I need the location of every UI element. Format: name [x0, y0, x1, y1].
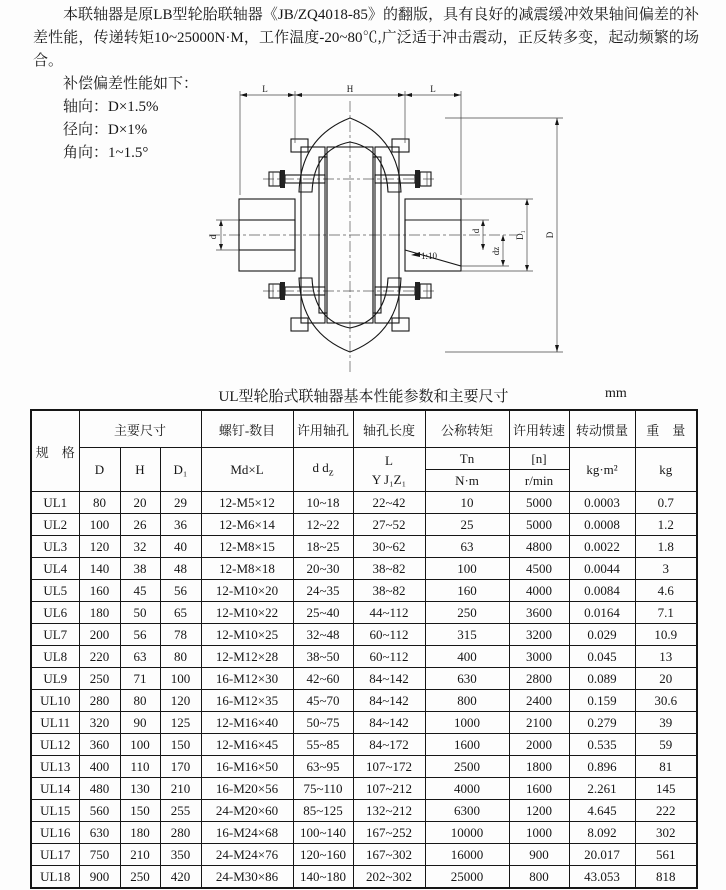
table-row [31, 558, 697, 580]
cell: 120 [79, 536, 120, 558]
subheader-kg: kg [635, 448, 697, 492]
cell: 20.017 [569, 844, 635, 866]
cell: UL12 [31, 734, 79, 756]
compensation-heading: 补偿偏差性能如下： [63, 76, 199, 92]
taper-label: 1:10 [421, 251, 438, 261]
cell: 84~142 [353, 712, 425, 734]
cell: UL15 [31, 800, 79, 822]
cell: 900 [509, 844, 569, 866]
col-header-torque: 公称转矩 [425, 410, 509, 448]
cell: 4000 [509, 580, 569, 602]
cell: 1.2 [635, 514, 697, 536]
cell: 38~50 [293, 646, 353, 668]
cell: 12-M8×18 [201, 558, 293, 580]
cell: 220 [79, 646, 120, 668]
table-title: UL型轮胎式联轴器基本性能参数和主要尺寸 [218, 389, 509, 405]
cell: 800 [509, 866, 569, 889]
cell: 400 [425, 646, 509, 668]
table-row [31, 646, 697, 668]
col-header-bore: 许用轴孔 [293, 410, 353, 448]
cell: 36 [160, 514, 201, 536]
col-header-length: 轴孔长度 [353, 410, 425, 448]
cell: 10~18 [293, 492, 353, 514]
cell: 250 [79, 668, 120, 690]
cell: 80 [160, 646, 201, 668]
cell: 0.0003 [569, 492, 635, 514]
cell: 160 [79, 580, 120, 602]
cell: 125 [160, 712, 201, 734]
cell: 16-M20×56 [201, 778, 293, 800]
cell: 7.1 [635, 602, 697, 624]
cell: 180 [79, 602, 120, 624]
cell: 12~22 [293, 514, 353, 536]
table-row [31, 712, 697, 734]
cell: 107~172 [353, 756, 425, 778]
cell: 150 [120, 800, 160, 822]
cell: 50 [120, 602, 160, 624]
cell: 4800 [509, 536, 569, 558]
radial-line: 径向：D×1% [63, 122, 148, 138]
cell: 42~60 [293, 668, 353, 690]
cell: 2000 [509, 734, 569, 756]
cell: 45 [120, 580, 160, 602]
cell: 10.9 [635, 624, 697, 646]
cell: 132~212 [353, 800, 425, 822]
left-shaft-bore [239, 220, 295, 250]
cell: 280 [160, 822, 201, 844]
cell: 1800 [509, 756, 569, 778]
cell: 43.053 [569, 866, 635, 889]
cell: 140 [79, 558, 120, 580]
dim-label-d-right: d [471, 228, 481, 234]
cell: 210 [160, 778, 201, 800]
cell: 3 [635, 558, 697, 580]
clamp-tab [291, 139, 308, 152]
cell: 16-M24×68 [201, 822, 293, 844]
cell: 84~142 [353, 690, 425, 712]
cell: UL8 [31, 646, 79, 668]
cell: 302 [635, 822, 697, 844]
cell: 160 [425, 580, 509, 602]
cell: 3200 [509, 624, 569, 646]
dim-label-D1: D₁ [515, 230, 525, 240]
cell: 75~110 [293, 778, 353, 800]
table-row [31, 756, 697, 778]
cell: 12-M12×28 [201, 646, 293, 668]
cell: 0.896 [569, 756, 635, 778]
cell: 2800 [509, 668, 569, 690]
cell: UL9 [31, 668, 79, 690]
cell: 12-M10×22 [201, 602, 293, 624]
cell: 2400 [509, 690, 569, 712]
cell: 60~112 [353, 624, 425, 646]
cell: 3000 [509, 646, 569, 668]
cell: 170 [160, 756, 201, 778]
cell: 45~70 [293, 690, 353, 712]
subheader-L-YJZ: L Y J₁Z₁ [353, 448, 425, 492]
cell: 120~160 [293, 844, 353, 866]
cell: 100 [120, 734, 160, 756]
table-row [31, 690, 697, 712]
cell: 30.6 [635, 690, 697, 712]
cell: 25000 [425, 866, 509, 889]
cell: 2.261 [569, 778, 635, 800]
table-row [31, 580, 697, 602]
cell: 320 [79, 712, 120, 734]
cell: 85~125 [293, 800, 353, 822]
cell: UL3 [31, 536, 79, 558]
cell: 56 [120, 624, 160, 646]
cell: 630 [79, 822, 120, 844]
cell: 12-M16×45 [201, 734, 293, 756]
cell: 0.279 [569, 712, 635, 734]
cell: 202~302 [353, 866, 425, 889]
table-row [31, 778, 697, 800]
cell: 561 [635, 844, 697, 866]
cell: 1600 [509, 778, 569, 800]
dim-label-L-right: L [430, 85, 436, 94]
cell: 315 [425, 624, 509, 646]
cell: 16-M12×30 [201, 668, 293, 690]
cell: 27~52 [353, 514, 425, 536]
cell: 0.0044 [569, 558, 635, 580]
cell: 900 [79, 866, 120, 889]
cell: 71 [120, 668, 160, 690]
cell: 20 [120, 492, 160, 514]
cell: UL7 [31, 624, 79, 646]
cell: 255 [160, 800, 201, 822]
subheader-kgm2: kg·m² [569, 448, 635, 492]
cell: 250 [120, 866, 160, 889]
cell: 120 [160, 690, 201, 712]
subheader-MdxL: Md×L [201, 448, 293, 492]
cell: 750 [79, 844, 120, 866]
table-row [31, 844, 697, 866]
cell: 22~42 [353, 492, 425, 514]
cell: 63~95 [293, 756, 353, 778]
clamp-tab [291, 318, 308, 331]
cell: 1000 [509, 822, 569, 844]
subheader-D: D [79, 448, 120, 492]
subheader-Tn: Tn N·m [425, 448, 509, 492]
table-caption [30, 385, 697, 407]
cell: 630 [425, 668, 509, 690]
table-row [31, 822, 697, 844]
cell: UL4 [31, 558, 79, 580]
cell: 24-M30×86 [201, 866, 293, 889]
cell: UL11 [31, 712, 79, 734]
clamp-tab [392, 139, 409, 152]
cell: 100 [160, 668, 201, 690]
coupling-section-drawing [205, 85, 605, 387]
cell: 50~75 [293, 712, 353, 734]
cell: UL2 [31, 514, 79, 536]
cell: UL13 [31, 756, 79, 778]
cell: 818 [635, 866, 697, 889]
cell: UL16 [31, 822, 79, 844]
dim-label-d-left: d [208, 234, 218, 240]
table-row [31, 492, 697, 514]
table-row [31, 514, 697, 536]
cell: 29 [160, 492, 201, 514]
cell: 280 [79, 690, 120, 712]
dim-label-H: H [346, 85, 354, 94]
cell: 100 [79, 514, 120, 536]
cell: 4.6 [635, 580, 697, 602]
cell: 5000 [509, 514, 569, 536]
cell: 560 [79, 800, 120, 822]
table-row [31, 602, 697, 624]
left-shaft [239, 199, 295, 271]
cell: 55~85 [293, 734, 353, 756]
cell: 80 [120, 690, 160, 712]
cell: 84~172 [353, 734, 425, 756]
col-header-main-dims: 主要尺寸 [79, 410, 201, 448]
subheader-D1: D₁ [160, 448, 201, 492]
cell: UL18 [31, 866, 79, 889]
cell: 39 [635, 712, 697, 734]
cell: 250 [425, 602, 509, 624]
cell: 800 [425, 690, 509, 712]
cell: 25 [425, 514, 509, 536]
cell: 400 [79, 756, 120, 778]
cell: 0.0084 [569, 580, 635, 602]
table-body [31, 492, 697, 889]
cell: 78 [160, 624, 201, 646]
cell: 222 [635, 800, 697, 822]
cell: 8.092 [569, 822, 635, 844]
dim-label-dz: dz [491, 246, 501, 256]
cell: 16000 [425, 844, 509, 866]
cell: 110 [120, 756, 160, 778]
cell: 4.645 [569, 800, 635, 822]
cell: 56 [160, 580, 201, 602]
cell: 107~212 [353, 778, 425, 800]
cell: UL10 [31, 690, 79, 712]
cell: 16-M12×35 [201, 690, 293, 712]
table-row [31, 536, 697, 558]
cell: 59 [635, 734, 697, 756]
angular-line: 角向：1~1.5° [63, 145, 149, 161]
dim-label-D: D [545, 231, 555, 239]
cell: 210 [120, 844, 160, 866]
cell: 1600 [425, 734, 509, 756]
cell: 18~25 [293, 536, 353, 558]
cell: 12-M10×25 [201, 624, 293, 646]
cell: 150 [160, 734, 201, 756]
cell: 24-M20×60 [201, 800, 293, 822]
cell: 100~140 [293, 822, 353, 844]
cell: 12-M10×20 [201, 580, 293, 602]
cell: 4000 [425, 778, 509, 800]
cell: 38 [120, 558, 160, 580]
cell: 48 [160, 558, 201, 580]
cell: 63 [425, 536, 509, 558]
cell: 20 [635, 668, 697, 690]
cell: 63 [120, 646, 160, 668]
col-header-inertia: 转动惯量 [569, 410, 635, 448]
cell: 65 [160, 602, 201, 624]
table-row [31, 734, 697, 756]
col-header-speed: 许用转速 [509, 410, 569, 448]
col-header-screws: 螺钉-数目 [201, 410, 293, 448]
cell: 4500 [509, 558, 569, 580]
subheader-H: H [120, 448, 160, 492]
cell: 44~112 [353, 602, 425, 624]
cell: 32~48 [293, 624, 353, 646]
cell: 1.8 [635, 536, 697, 558]
cell: 10 [425, 492, 509, 514]
cell: 20~30 [293, 558, 353, 580]
cell: 1200 [509, 800, 569, 822]
cell: 200 [79, 624, 120, 646]
cell: 167~302 [353, 844, 425, 866]
col-header-weight: 重 量 [635, 410, 697, 448]
cell: 0.535 [569, 734, 635, 756]
cell: 0.0022 [569, 536, 635, 558]
cell: 1000 [425, 712, 509, 734]
clamp-tab [392, 318, 409, 331]
table-unit: mm [605, 386, 627, 401]
cell: 0.7 [635, 492, 697, 514]
cell: 180 [120, 822, 160, 844]
cell: 24-M24×76 [201, 844, 293, 866]
cell: 24~35 [293, 580, 353, 602]
subheader-d-dz: d $d_z$ [293, 448, 353, 492]
table-row [31, 866, 697, 889]
cell: 0.045 [569, 646, 635, 668]
cell: 13 [635, 646, 697, 668]
table-row [31, 624, 697, 646]
axial-line: 轴向：D×1.5% [63, 99, 159, 115]
col-header-spec: 规 格 [31, 410, 79, 492]
cell: UL17 [31, 844, 79, 866]
cell: 26 [120, 514, 160, 536]
cell: 10000 [425, 822, 509, 844]
cell: 16-M16×50 [201, 756, 293, 778]
cell: 25~40 [293, 602, 353, 624]
cell: 3600 [509, 602, 569, 624]
cell: 12-M8×15 [201, 536, 293, 558]
cell: 420 [160, 866, 201, 889]
cell: 60~112 [353, 646, 425, 668]
dim-label-L-left: L [262, 85, 268, 94]
cell: 81 [635, 756, 697, 778]
cell: 0.089 [569, 668, 635, 690]
cell: UL5 [31, 580, 79, 602]
cell: 0.0008 [569, 514, 635, 536]
subheader-n: [n] r/min [509, 448, 569, 492]
cell: UL1 [31, 492, 79, 514]
cell: 360 [79, 734, 120, 756]
cell: 2100 [509, 712, 569, 734]
cell: 38~82 [353, 558, 425, 580]
cell: 38~82 [353, 580, 425, 602]
cell: UL6 [31, 602, 79, 624]
table-row [31, 668, 697, 690]
cell: 0.029 [569, 624, 635, 646]
cell: 140~180 [293, 866, 353, 889]
cell: 2500 [425, 756, 509, 778]
table-row [31, 800, 697, 822]
cell: 5000 [509, 492, 569, 514]
cell: 40 [160, 536, 201, 558]
cell: 84~142 [353, 668, 425, 690]
cell: 350 [160, 844, 201, 866]
cell: 480 [79, 778, 120, 800]
cell: 167~252 [353, 822, 425, 844]
cell: 145 [635, 778, 697, 800]
cell: 6300 [425, 800, 509, 822]
intro-paragraph: 本联轴器是原LB型轮胎联轴器《JB/ZQ4018-85》的翻版，具有良好的减震缓冲效果轴间偏差的补差性能，传递转矩10~25000N·M，工作温度-20~80℃,广泛适于冲击震动，正反转多变，起动频繁的场合。 [33, 7, 699, 69]
cell: 90 [120, 712, 160, 734]
cell: 32 [120, 536, 160, 558]
cell: 100 [425, 558, 509, 580]
cell: 130 [120, 778, 160, 800]
cell: 12-M5×12 [201, 492, 293, 514]
cell: 80 [79, 492, 120, 514]
cell: 12-M16×40 [201, 712, 293, 734]
cell: UL14 [31, 778, 79, 800]
parameters-table [30, 409, 698, 889]
cell: 0.0164 [569, 602, 635, 624]
cell: 30~62 [353, 536, 425, 558]
cell: 12-M6×14 [201, 514, 293, 536]
cell: 0.159 [569, 690, 635, 712]
